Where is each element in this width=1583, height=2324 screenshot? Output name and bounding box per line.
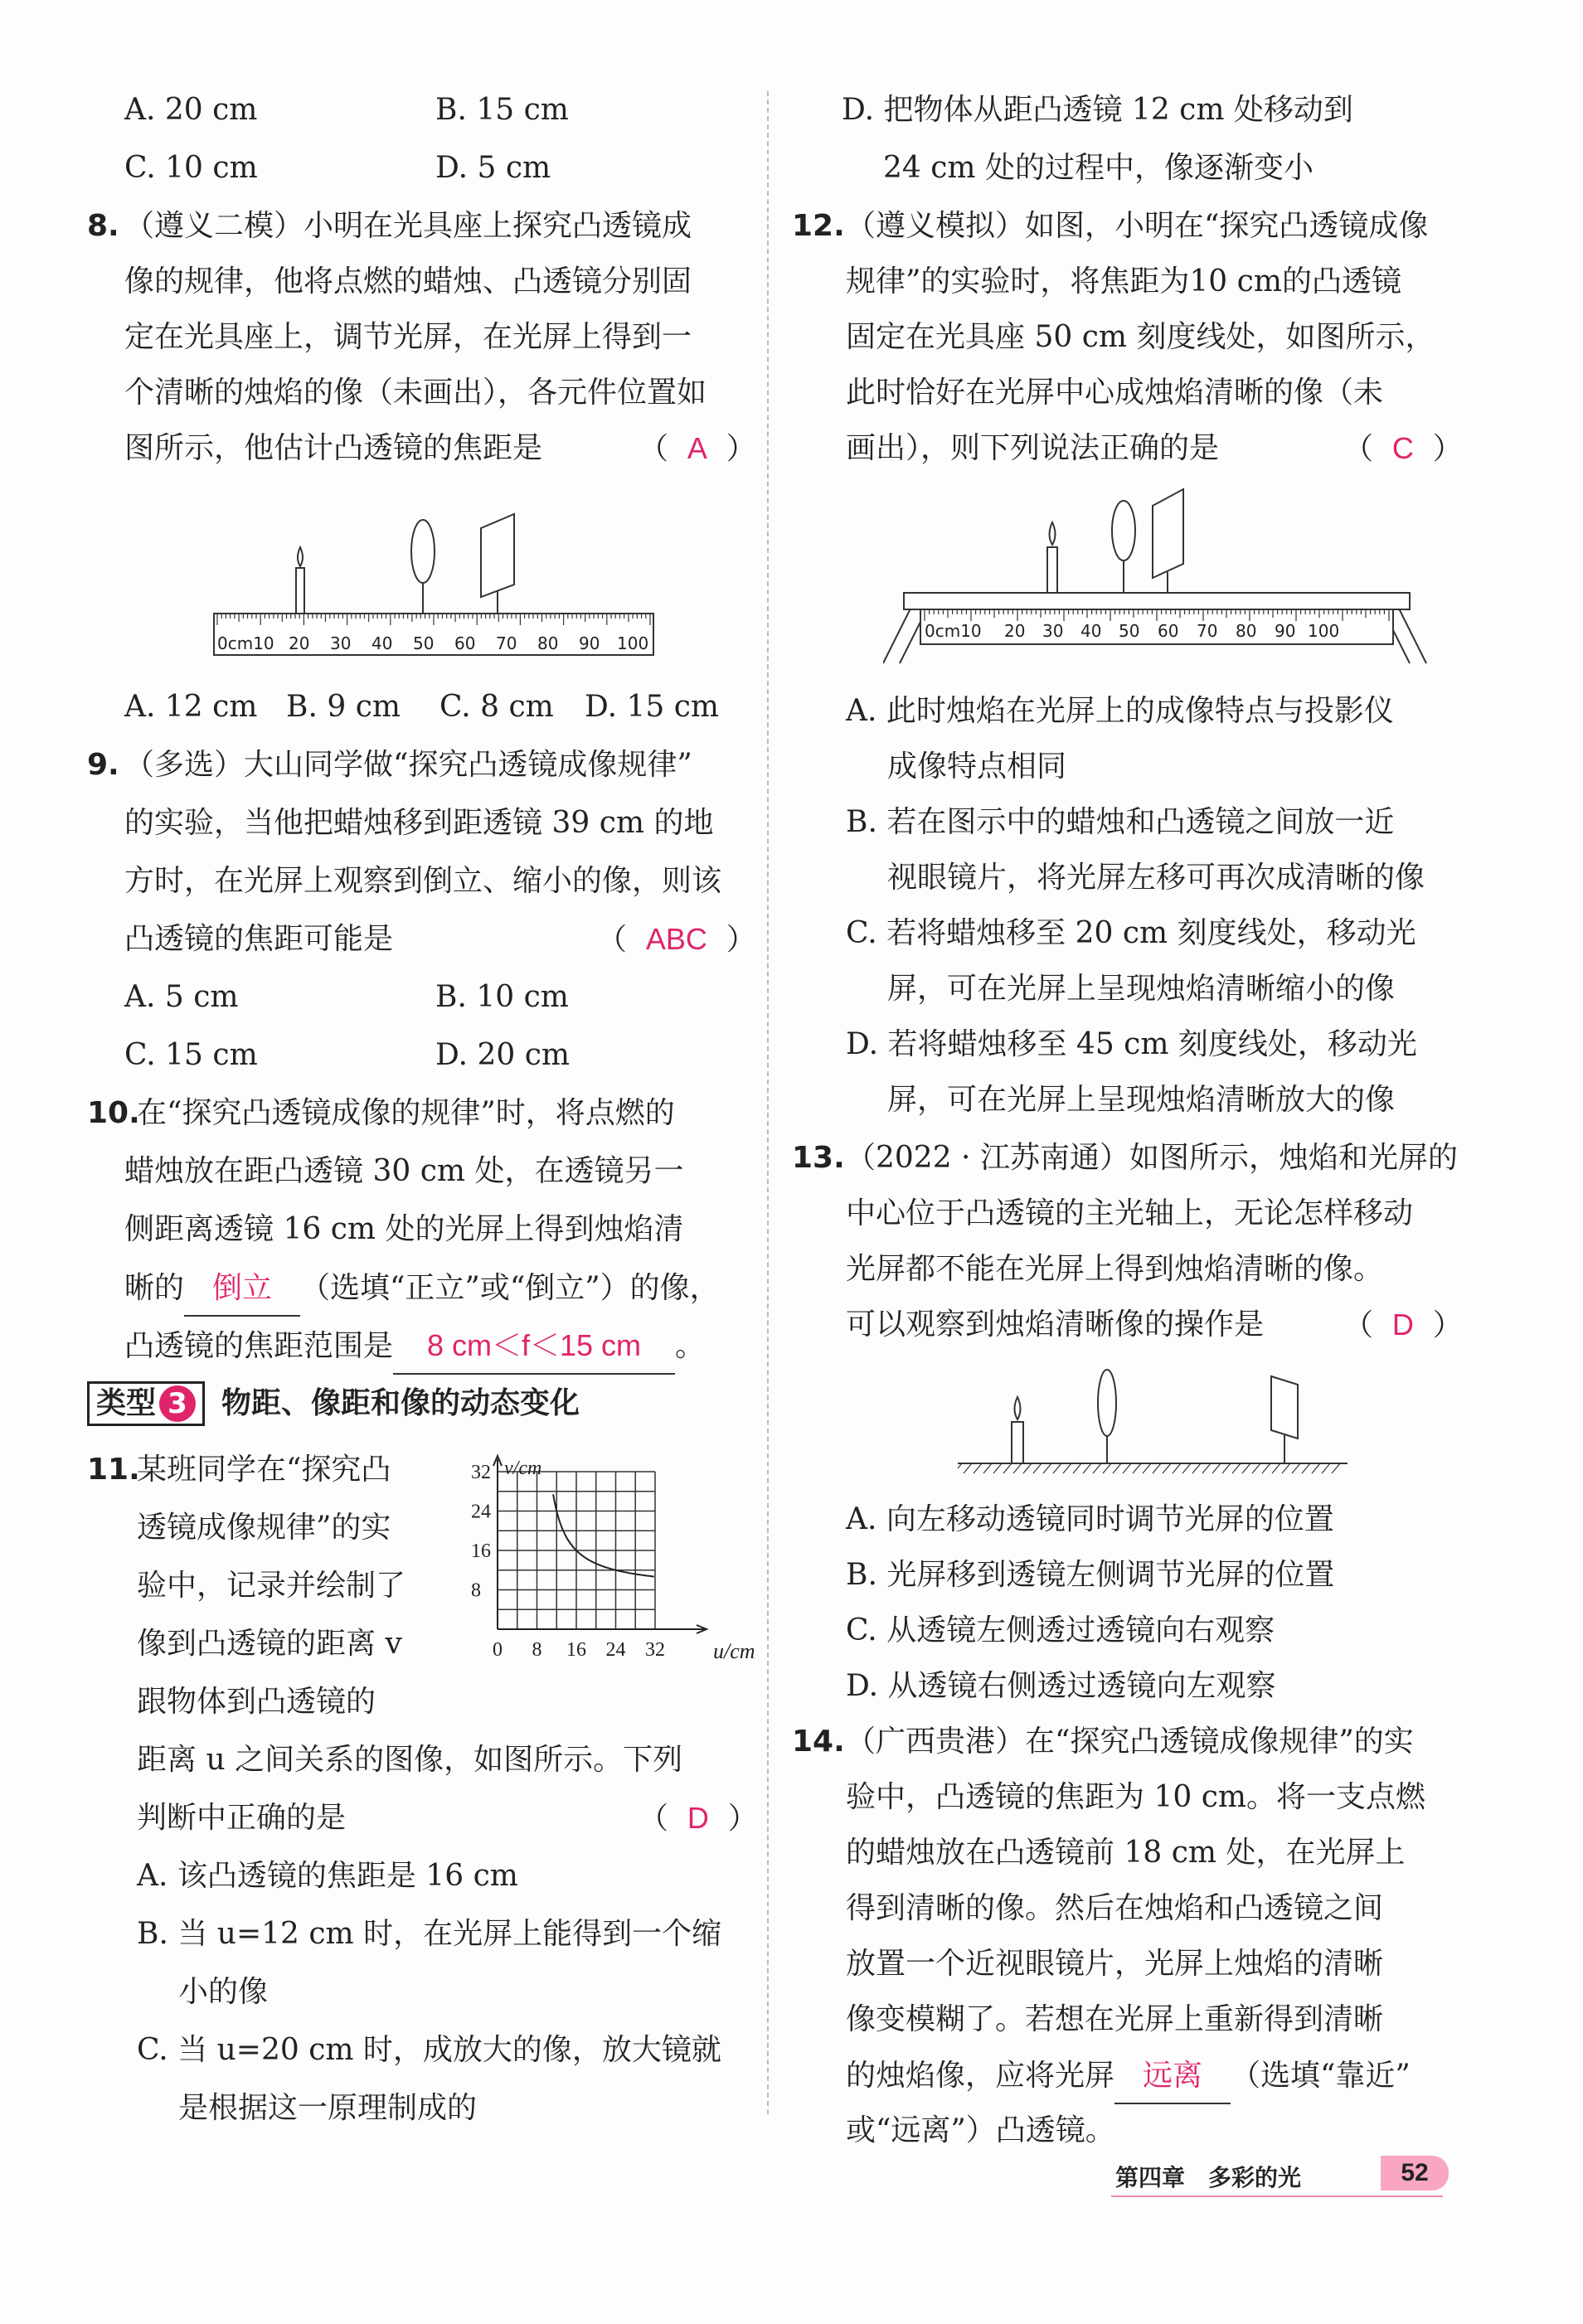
option-d: D. 从透镜右侧透过透镜向左观察 bbox=[846, 1669, 1276, 1703]
answer-bracket: （ C ） bbox=[1343, 431, 1463, 466]
question-text: 像到凸透镜的距离 v bbox=[137, 1627, 402, 1661]
question-number: 12. bbox=[792, 209, 845, 243]
lens-icon bbox=[411, 520, 435, 614]
tick-label: 50 bbox=[413, 633, 435, 653]
question-text: 凸透镜的焦距可能是 bbox=[124, 922, 394, 956]
question-text: 的蜡烛放在凸透镜前 18 cm 处，在光屏上 bbox=[846, 1836, 1406, 1870]
question-text: 像变模糊了。若想在光屏上重新得到清晰 bbox=[846, 2002, 1384, 2036]
tick-label: 30 bbox=[1042, 621, 1064, 641]
option-c: C. 15 cm bbox=[124, 1038, 258, 1072]
screen-icon bbox=[481, 514, 514, 614]
ground-hatch bbox=[1133, 1463, 1141, 1473]
option-d: D. 20 cm bbox=[435, 1038, 571, 1072]
optical-bench-figure-q12 bbox=[883, 477, 1430, 676]
tick-label: 60 bbox=[1158, 621, 1179, 641]
tick-label: 90 bbox=[1275, 621, 1296, 641]
tick-label: 0cm10 bbox=[925, 621, 982, 641]
question-text: 得到清晰的像。然后在烛焰和凸透镜之间 bbox=[846, 1891, 1384, 1925]
question-number: 10. bbox=[87, 1096, 140, 1130]
ground-hatch bbox=[993, 1463, 1002, 1473]
question-text: （多选）大山同学做“探究凸透镜成像规律” bbox=[124, 748, 692, 782]
fill-blank-answer: 倒立 bbox=[184, 1260, 300, 1317]
column-divider bbox=[767, 91, 769, 2114]
tick-label: 40 bbox=[371, 633, 393, 653]
tick-label: 80 bbox=[1236, 621, 1257, 641]
ground-hatch bbox=[964, 1463, 972, 1473]
question-text: 方时，在光屏上观察到倒立、缩小的像，则该 bbox=[124, 864, 722, 898]
candle-icon bbox=[296, 547, 304, 614]
option-b: B. 若在图示中的蜡烛和凸透镜之间放一近 bbox=[846, 805, 1395, 839]
tick-label: 60 bbox=[454, 633, 476, 653]
option-b: B. 10 cm bbox=[435, 980, 569, 1014]
option-a: A. 该凸透镜的焦距是 16 cm bbox=[137, 1859, 518, 1893]
ground-hatch bbox=[1312, 1463, 1320, 1473]
question-text: 画出），则下列说法正确的是 bbox=[846, 431, 1220, 465]
tick-label: 40 bbox=[1080, 621, 1102, 641]
question-text: 验中，凸透镜的焦距为 10 cm。将一支点燃 bbox=[846, 1780, 1425, 1814]
text: 晰的 bbox=[124, 1271, 185, 1305]
question-text bbox=[124, 1260, 720, 1317]
section-header bbox=[87, 1376, 580, 1431]
bench-rail bbox=[904, 593, 1410, 609]
question-text: 侧距离透镜 16 cm 处的光屏上得到烛焰清 bbox=[124, 1212, 684, 1246]
question-text: 跟物体到凸透镜的 bbox=[137, 1685, 376, 1719]
tick-label: 20 bbox=[1004, 621, 1026, 641]
section-title: 物距、像距和像的动态变化 bbox=[221, 1386, 580, 1420]
v-u-graph bbox=[448, 1443, 779, 1691]
type-number-badge: 3 bbox=[159, 1385, 196, 1422]
option-c: C. 当 u=20 cm 时，成放大的像，放大镜就 bbox=[137, 2033, 721, 2067]
footer-line bbox=[1111, 2195, 1443, 2197]
chapter-title: 第四章 多彩的光 bbox=[1115, 2164, 1302, 2191]
tick-label: 100 bbox=[1308, 621, 1340, 641]
question-text: 在“探究凸透镜成像的规律”时，将点燃的 bbox=[137, 1096, 675, 1130]
x-tick-label: 32 bbox=[645, 1639, 665, 1661]
question-number: 13. bbox=[792, 1141, 845, 1175]
y-tick-label: 32 bbox=[471, 1462, 491, 1483]
ground-hatch bbox=[958, 1463, 962, 1473]
option-a-cont: 成像特点相同 bbox=[887, 750, 1067, 784]
option-c: C. 10 cm bbox=[124, 151, 258, 185]
type-label bbox=[87, 1381, 205, 1426]
ground-hatch bbox=[1192, 1463, 1201, 1473]
question-text: （遵义二模）小明在光具座上探究凸透镜成 bbox=[124, 209, 692, 243]
ground-hatch bbox=[1252, 1463, 1260, 1473]
page-number: 52 bbox=[1381, 2156, 1449, 2191]
question-number: 14. bbox=[792, 1725, 845, 1759]
ground-hatch bbox=[1103, 1463, 1111, 1473]
ground-hatch bbox=[1073, 1463, 1081, 1473]
text: 的烛焰像，应将光屏 bbox=[846, 2059, 1115, 2093]
screen-icon bbox=[1153, 489, 1183, 593]
answer-bracket: （ D ） bbox=[639, 1801, 758, 1836]
tick-label: 50 bbox=[1119, 621, 1140, 641]
tick-label: 30 bbox=[330, 633, 352, 653]
ground-hatch bbox=[1023, 1463, 1032, 1473]
tick-label: 70 bbox=[1197, 621, 1218, 641]
question-text: 可以观察到烛焰清晰像的操作是 bbox=[846, 1308, 1265, 1342]
ground-hatch bbox=[1093, 1463, 1101, 1473]
ground-hatch bbox=[1053, 1463, 1061, 1473]
screen-icon bbox=[1271, 1376, 1298, 1463]
question-text: （2022 · 江苏南通）如图所示，烛焰和光屏的 bbox=[846, 1141, 1458, 1175]
question-number: 8. bbox=[87, 209, 119, 243]
answer: D bbox=[687, 1801, 709, 1835]
question-text: 的实验，当他把蜡烛移到距透镜 39 cm 的地 bbox=[124, 806, 714, 840]
ground-hatch bbox=[1113, 1463, 1121, 1473]
ground-hatch bbox=[1173, 1463, 1181, 1473]
ground-hatch bbox=[1292, 1463, 1300, 1473]
ground-hatch bbox=[1003, 1463, 1012, 1473]
option-a: A. 向左移动透镜同时调节光屏的位置 bbox=[846, 1502, 1334, 1536]
question-text: 验中，记录并绘制了 bbox=[137, 1569, 406, 1603]
option-d: D. 15 cm bbox=[585, 690, 720, 724]
question-text: 某班同学在“探究凸 bbox=[137, 1453, 391, 1487]
question-text: 图所示，他估计凸透镜的焦距是 bbox=[124, 431, 543, 465]
x-axis-label: u/cm bbox=[713, 1639, 755, 1663]
tick-label: 70 bbox=[496, 633, 517, 653]
option-b: B. 9 cm bbox=[286, 690, 401, 724]
question-text: 蜡烛放在距凸透镜 30 cm 处，在透镜另一 bbox=[124, 1154, 684, 1188]
ground-hatch bbox=[1302, 1463, 1310, 1473]
option-c: C. 从透镜左侧透过透镜向右观察 bbox=[846, 1613, 1275, 1647]
question-text: 距离 u 之间关系的图像，如图所示。下列 bbox=[137, 1743, 683, 1777]
ground-hatch bbox=[1272, 1463, 1280, 1473]
answer-bracket: （ A ） bbox=[639, 431, 756, 466]
ground-hatch bbox=[1182, 1463, 1191, 1473]
y-tick-label: 24 bbox=[471, 1501, 491, 1523]
ground-hatch bbox=[1043, 1463, 1051, 1473]
answer: C bbox=[1391, 431, 1414, 465]
ground-hatch bbox=[1332, 1463, 1340, 1473]
ground-hatch bbox=[1222, 1463, 1231, 1473]
question-text: （遵义模拟）如图，小明在“探究凸透镜成像 bbox=[846, 209, 1429, 243]
y-tick-label: 8 bbox=[471, 1579, 481, 1602]
ground-hatch bbox=[1013, 1463, 1022, 1473]
option-d: D. 5 cm bbox=[435, 151, 551, 185]
question-text: 此时恰好在光屏中心成烛焰清晰的像（未 bbox=[846, 376, 1384, 410]
y-axis-label: v/cm bbox=[504, 1458, 542, 1479]
option-d: D. 若将蜡烛移至 45 cm 刻度线处，移动光 bbox=[846, 1027, 1417, 1061]
option-a: A. 20 cm bbox=[124, 93, 258, 127]
option-c: C. 8 cm bbox=[439, 690, 554, 724]
ground-hatch bbox=[1123, 1463, 1131, 1473]
question-text: （广西贵港）在“探究凸透镜成像规律”的实 bbox=[846, 1725, 1414, 1759]
option-d-cont: 屏，可在光屏上呈现烛焰清晰放大的像 bbox=[887, 1083, 1396, 1117]
text: 凸透镜的焦距范围是 bbox=[124, 1329, 394, 1363]
option-c-cont: 是根据这一原理制成的 bbox=[178, 2091, 478, 2125]
ground-hatch bbox=[1242, 1463, 1250, 1473]
option-d: D. 把物体从距凸透镜 12 cm 处移动到 bbox=[842, 93, 1353, 127]
lens-icon bbox=[1098, 1370, 1116, 1463]
option-a: A. 此时烛焰在光屏上的成像特点与投影仪 bbox=[846, 694, 1394, 728]
ground-hatch bbox=[1232, 1463, 1241, 1473]
question-text bbox=[846, 2048, 1411, 2104]
y-tick-label: 16 bbox=[471, 1540, 491, 1562]
question-text: 透镜成像规律”的实 bbox=[137, 1511, 391, 1545]
lens-icon bbox=[1112, 501, 1135, 593]
answer: A bbox=[687, 431, 707, 465]
question-text: 像的规律，他将点燃的蜡烛、凸透镜分别固 bbox=[124, 264, 692, 298]
x-tick-label: 24 bbox=[605, 1639, 626, 1661]
optical-bench-figure-q8 bbox=[207, 502, 672, 676]
question-text: 个清晰的烛焰的像（未画出），各元件位置如 bbox=[124, 376, 707, 410]
option-a: A. 12 cm bbox=[124, 690, 258, 724]
ground-hatch bbox=[1163, 1463, 1171, 1473]
option-b: B. 15 cm bbox=[435, 93, 569, 127]
text: （选填“靠近” bbox=[1231, 2059, 1411, 2093]
option-b-cont: 小的像 bbox=[178, 1975, 269, 2009]
candle-icon bbox=[1047, 522, 1057, 593]
question-text bbox=[124, 1318, 705, 1375]
ground-hatch bbox=[1322, 1463, 1330, 1473]
ground-hatch bbox=[1153, 1463, 1161, 1473]
tick-label: 100 bbox=[617, 633, 649, 653]
option-b-cont: 视眼镜片，将光屏左移可再次成清晰的像 bbox=[887, 861, 1425, 895]
tick-label: 20 bbox=[289, 633, 310, 653]
tick-label: 80 bbox=[537, 633, 559, 653]
question-text: 中心位于凸透镜的主光轴上，无论怎样移动 bbox=[846, 1196, 1414, 1230]
tick-label: 0cm10 bbox=[217, 633, 274, 653]
ground-hatch bbox=[1202, 1463, 1211, 1473]
ground-hatch bbox=[1083, 1463, 1091, 1473]
x-tick-label: 16 bbox=[566, 1639, 586, 1661]
option-d-cont: 24 cm 处的过程中，像逐渐变小 bbox=[883, 151, 1314, 185]
question-text: 规律”的实验时，将焦距为10 cm的凸透镜 bbox=[846, 264, 1401, 298]
data-curve bbox=[553, 1494, 654, 1576]
ground-hatch bbox=[1212, 1463, 1221, 1473]
tick-label: 90 bbox=[579, 633, 600, 653]
text: 。 bbox=[675, 1329, 706, 1363]
ground-hatch bbox=[1063, 1463, 1071, 1473]
question-text: 固定在光具座 50 cm 刻度线处，如图所示， bbox=[846, 320, 1435, 354]
option-c: C. 若将蜡烛移至 20 cm 刻度线处，移动光 bbox=[846, 916, 1416, 950]
x-tick-label: 8 bbox=[532, 1639, 542, 1661]
ground-hatch bbox=[974, 1463, 982, 1473]
ground-hatch bbox=[983, 1463, 992, 1473]
option-b: B. 光屏移到透镜左侧调节光屏的位置 bbox=[846, 1558, 1335, 1592]
fill-blank-answer: 8 cm＜f＜15 cm bbox=[393, 1318, 675, 1375]
option-a: A. 5 cm bbox=[124, 980, 239, 1014]
option-c-cont: 屏，可在光屏上呈现烛焰清晰缩小的像 bbox=[887, 972, 1396, 1006]
question-text: 光屏都不能在光屏上得到烛焰清晰的像。 bbox=[846, 1252, 1384, 1286]
text: （选填“正立”或“倒立”）的像， bbox=[300, 1271, 720, 1305]
question-text: 放置一个近视眼镜片，光屏上烛焰的清晰 bbox=[846, 1947, 1384, 1981]
x-tick-label: 0 bbox=[493, 1639, 503, 1661]
option-b: B. 当 u=12 cm 时，在光屏上能得到一个缩 bbox=[137, 1917, 722, 1951]
question-number: 11. bbox=[87, 1453, 140, 1487]
answer: ABC bbox=[645, 922, 707, 956]
candle-lens-screen-figure-q13 bbox=[958, 1351, 1356, 1484]
fill-blank-answer: 远离 bbox=[1114, 2048, 1231, 2104]
answer-bracket: （ ABC ） bbox=[597, 922, 756, 957]
ground-hatch bbox=[1282, 1463, 1290, 1473]
ground-hatch bbox=[1143, 1463, 1151, 1473]
ground-hatch bbox=[1033, 1463, 1042, 1473]
question-text: 或“远离”）凸透镜。 bbox=[846, 2113, 1115, 2147]
question-text: 判断中正确的是 bbox=[137, 1801, 347, 1835]
answer: D bbox=[1391, 1308, 1414, 1342]
question-number: 9. bbox=[87, 748, 119, 782]
candle-icon bbox=[1012, 1397, 1023, 1463]
question-text: 定在光具座上，调节光屏，在光屏上得到一 bbox=[124, 320, 692, 354]
type-label-text: 类型 bbox=[96, 1386, 157, 1420]
answer-bracket: （ D ） bbox=[1343, 1308, 1463, 1342]
ground-hatch bbox=[1262, 1463, 1270, 1473]
